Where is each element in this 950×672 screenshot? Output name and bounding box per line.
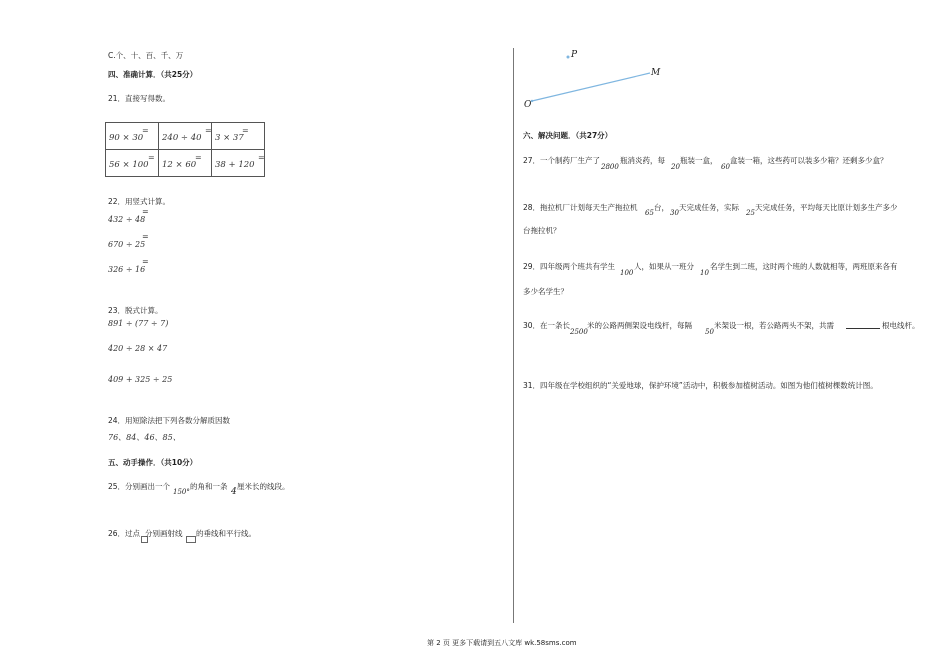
ray-figure	[520, 48, 670, 112]
column-divider	[513, 48, 514, 623]
q25-text-b: 的角和一条	[190, 482, 228, 491]
q21-cell: 90 × 30 =	[106, 123, 159, 150]
q21-cell: 38 + 120 =	[212, 150, 265, 177]
q21-table	[105, 122, 265, 177]
q29-text-b: 人，如果从一班分	[634, 262, 694, 271]
q28-text-d: 天完成任务，平均每天比原计划多生产多少	[755, 203, 898, 212]
q29-n1: 100	[620, 269, 634, 277]
q26-text-a: 26．过点	[108, 529, 141, 538]
q28-n1: 65	[645, 209, 654, 217]
section-4-title: 四、准确计算．（共25分）	[108, 70, 198, 79]
q25-length: 4	[231, 487, 237, 497]
ray-placeholder-icon	[186, 536, 196, 543]
q26-text-c: 的垂线和平行线。	[196, 529, 256, 538]
q30-n2: 50	[705, 328, 714, 336]
q27-text-a: 27．一个制药厂生产了	[523, 156, 601, 165]
label-m: M	[651, 68, 661, 78]
q27-text-b: 瓶消炎药，每	[620, 156, 665, 165]
q23-item: 891 ÷ (77 ÷ 7)	[108, 319, 169, 328]
q27-n2: 20	[671, 163, 680, 171]
q27-text-c: 瓶装一盒，	[680, 156, 718, 165]
q28-text-c: 天完成任务，实际	[679, 203, 739, 212]
point-p-dot	[567, 56, 570, 59]
q23-item: 409 + 325 ÷ 25	[108, 375, 173, 384]
q30-text-c: 米架设一根，若公路两头不架，共需	[714, 321, 834, 330]
q23-item: 420 ÷ 28 × 47	[108, 344, 168, 353]
q27-text-d: 盒装一箱，这些药可以装多少箱？还剩多少盒？	[730, 156, 888, 165]
q28-text-b: 台，	[654, 203, 669, 212]
q28-n3: 25	[746, 209, 755, 217]
q22-equals: =	[142, 232, 149, 241]
q25-text-a: 25．分别画出一个	[108, 482, 171, 491]
q21-cell: 240 ÷ 40 =	[159, 123, 212, 150]
q21-cell: 12 × 60 =	[159, 150, 212, 177]
q30-n1: 2500	[570, 328, 588, 336]
q21-cell: 56 × 100 =	[106, 150, 159, 177]
q21-cell: 3 × 37 =	[212, 123, 265, 150]
q28-text-e: 台拖拉机？	[523, 226, 561, 235]
label-p: P	[571, 50, 578, 60]
q24-label: 24．用短除法把下列各数分解质因数	[108, 416, 231, 425]
q22-item: 432 ÷ 48	[108, 215, 146, 224]
q30-text-d: 根电线杆。	[882, 321, 920, 330]
q25-text-c: 厘米长的线段。	[237, 482, 290, 491]
q22-equals: =	[142, 207, 149, 216]
q22-equals: =	[142, 257, 149, 266]
q29-text-c: 名学生到二班，这时两个班的人数就相等，两班原来各有	[710, 262, 898, 271]
q23-label: 23．脱式计算。	[108, 306, 163, 315]
q22-label: 22．用竖式计算。	[108, 197, 171, 206]
q26-text-b: 分别画射线	[145, 529, 183, 538]
page-footer: 第 2 页 更多下载请到五八文库 wk.58sms.com	[427, 639, 577, 647]
prev-option-c: C.个、十、百、千、万	[108, 51, 184, 60]
q27-n1: 2800	[601, 163, 619, 171]
q28-text-a: 28．拖拉机厂计划每天生产拖拉机	[523, 203, 638, 212]
ray-om	[532, 73, 650, 101]
q30-text-b: 米的公路两侧架设电线杆，每隔	[587, 321, 692, 330]
q25-angle: 150°	[173, 488, 190, 496]
q29-text-a: 29．四年级两个班共有学生	[523, 262, 616, 271]
q22-item: 326 ÷ 16	[108, 265, 146, 274]
q29-text-d: 多少名学生？	[523, 287, 568, 296]
q21-label: 21．直接写得数。	[108, 94, 171, 103]
section-5-title: 五、动手操作．（共10分）	[108, 458, 198, 467]
section-6-title: 六、解决问题．（共27分）	[523, 131, 613, 140]
q22-item: 670 ÷ 25	[108, 240, 146, 249]
q28-n2: 30	[670, 209, 679, 217]
label-o: O	[524, 100, 532, 110]
q30-answer-blank[interactable]	[846, 321, 880, 329]
q31-text: 31．四年级在学校组织的“关爱地球，保护环境”活动中，积极参加植树活动。如图为他们植树棵数统计图。	[523, 381, 878, 390]
q30-text-a: 30．在一条长	[523, 321, 571, 330]
q27-n3: 60	[721, 163, 730, 171]
q24-numbers: 76、84、46、85、	[108, 433, 181, 442]
q29-n2: 10	[700, 269, 709, 277]
